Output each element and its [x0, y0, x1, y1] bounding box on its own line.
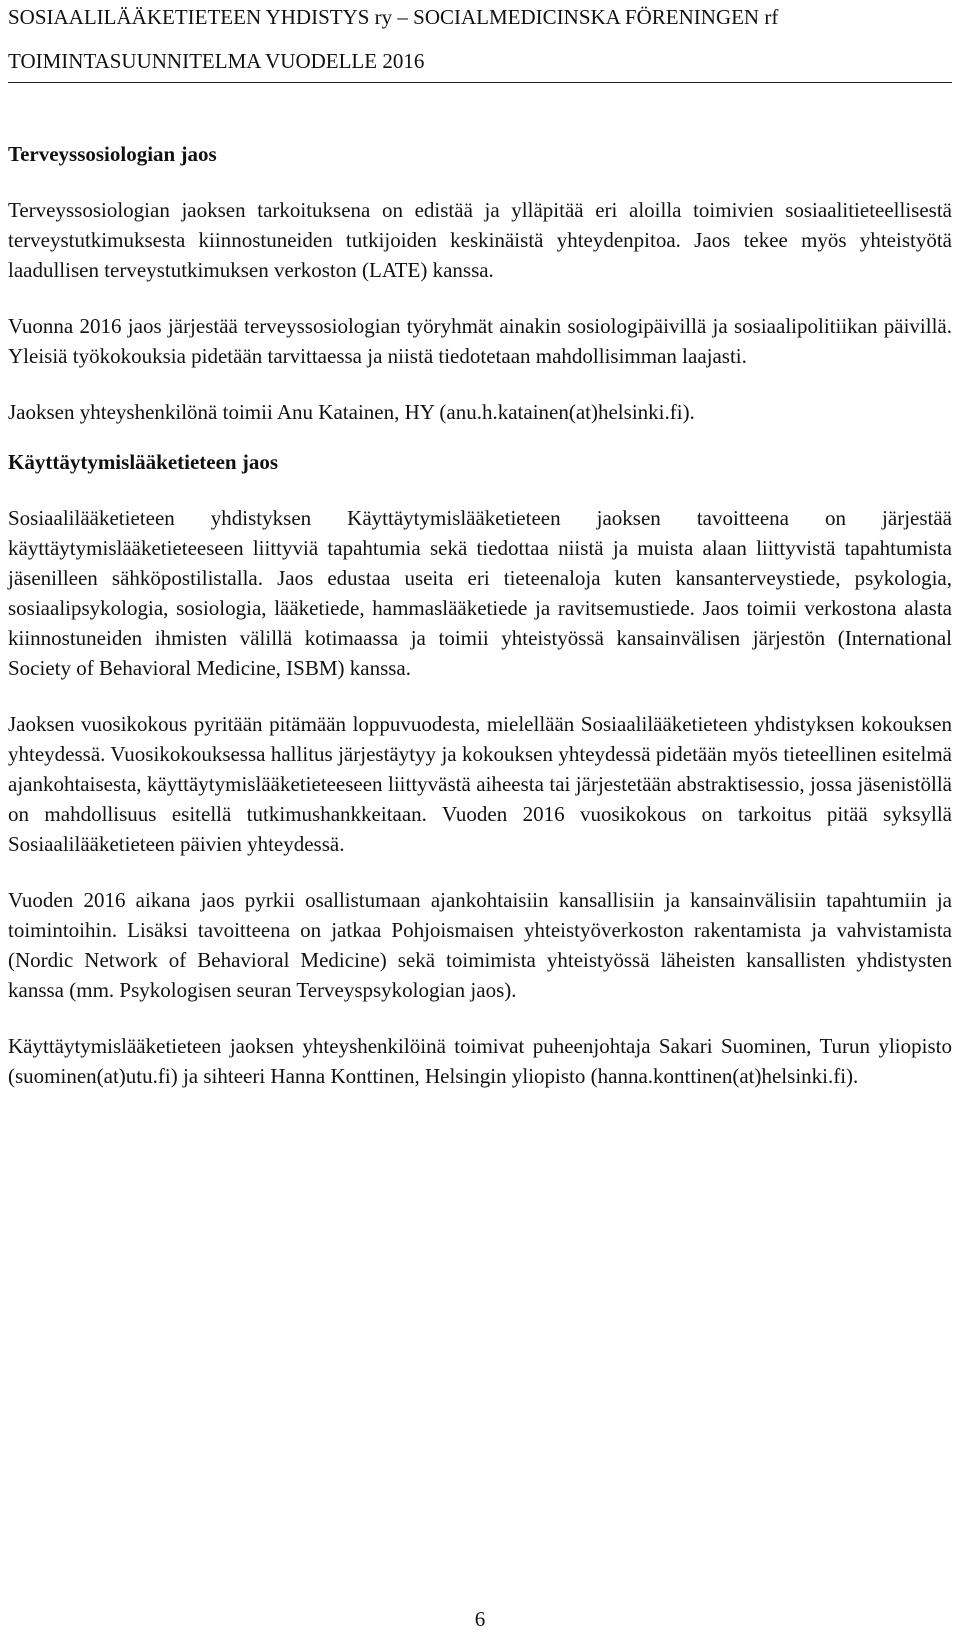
section-terveyssosiologia [8, 139, 952, 427]
page-number: 6 [474, 1607, 486, 1631]
document-title: TOIMINTASUUNNITELMA VUODELLE 2016 [8, 49, 425, 73]
document-page [8, 0, 952, 1645]
page-header [8, 0, 952, 83]
section-paragraph: Vuoden 2016 aikana jaos pyrkii osallistumaan ajankohtaisiin kansallisiin ja kansainvälisiin tapahtumiin ja toimintoihin. Lisäksi tavoitteena on jatkaa Pohjoismaisen yhteistyöverkoston rakentamista ja vahvistamista (Nordic Network of Behavioral Medicine) sekä toimimista yhteistyössä läheisten kansallisten yhdistysten kanssa (mm. Psykologisen seuran Terveyspsykologian jaos). [8, 888, 952, 1002]
section-paragraph: Terveyssosiologian jaoksen tarkoituksena on edistää ja ylläpitää eri aloilla toimivien sosiaalitieteellisestä terveystutkimuksesta kiinnostuneiden tutkijoiden keskinäistä yhteydenpitoa. Jaos tekee myös yhteistyötä laadullisen terveystutkimuksen verkoston (LATE) kanssa. [8, 198, 952, 282]
section-paragraph: Sosiaalilääketieteen yhdistyksen Käyttäytymislääketieteen jaoksen tavoitteena on järjestää käyttäytymislääketieteeseen liittyviä tapahtumia sekä tiedottaa niistä ja muista alaan liittyvistä tapahtumista jäsenilleen sähköpostilistalla. Jaos edustaa useita eri tieteenaloja kuten kansanterveystiede, psykologia, sosiaalipsykologia, sosiologia, lääketiede, hammaslääketiede ja ravitsemustiede. Jaos toimii verkostona alasta kiinnostuneiden ihmisten välillä kotimaassa ja toimii yhteistyössä kansainvälisen järjestön (International Society of Behavioral Medicine, ISBM) kanssa. [8, 506, 952, 680]
section-paragraph: Jaoksen vuosikokous pyritään pitämään loppuvuodesta, mielellään Sosiaalilääketieteen yhdistyksen kokouksen yhteydessä. Vuosikokouksessa hallitus järjestäytyy ja kokouksen yhteydessä pidetään myös tieteellinen esitelmä ajankohtaisesta, käyttäytymislääketieteeseen liittyvästä aiheesta tai järjestetään abstraktisessio, jossa jäsenistöllä on mahdollisuus esitellä tutkimushankkeitaan. Vuoden 2016 vuosikokous on tarkoitus pitää syksyllä Sosiaalilääketieteen päivien yhteydessä. [8, 712, 952, 856]
section-paragraph: Vuonna 2016 jaos järjestää terveyssosiologian työryhmät ainakin sosiologipäivillä ja sosiaalipolitiikan päivillä. Yleisiä työkokouksia pidetään tarvittaessa ja niistä tiedotetaan mahdollisimman laajasti. [8, 314, 952, 368]
header-divider [8, 82, 952, 83]
contact-paragraph: Käyttäytymislääketieteen jaoksen yhteyshenkilöinä toimivat puheenjohtaja Sakari Suominen, Turun yliopisto (suominen(at)utu.fi) ja sihteeri Hanna Konttinen, Helsingin yliopisto (hanna.konttinen(at)helsinki.fi). [8, 1034, 952, 1088]
section-heading: Käyttäytymislääketieteen jaos [8, 450, 279, 474]
section-heading: Terveyssosiologian jaos [8, 142, 217, 166]
contact-paragraph: Jaoksen yhteyshenkilönä toimii Anu Katainen, HY (anu.h.katainen(at)helsinki.fi). [8, 400, 695, 424]
organization-name: SOSIAALILÄÄKETIETEEN YHDISTYS ry – SOCIALMEDICINSKA FÖRENINGEN rf [8, 5, 779, 29]
section-kayttaytymislaaketiede [8, 447, 952, 1091]
